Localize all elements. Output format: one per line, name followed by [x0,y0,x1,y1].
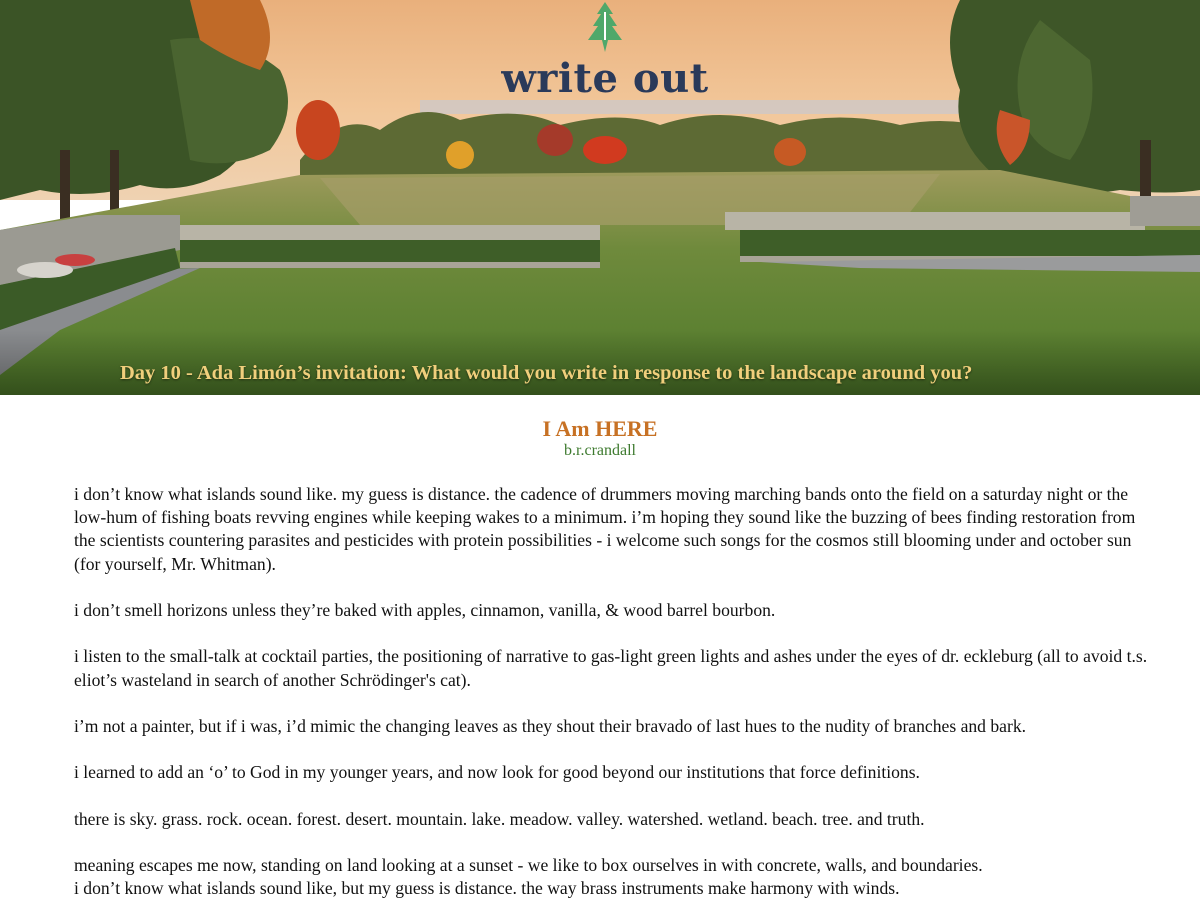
poem-stanza: there is sky. grass. rock. ocean. forest. desert. mountain. lake. meadow. valley. watershed. wetland. beach. tree. and truth. [74,808,925,829]
poem-line: meaning escapes me now, standing on land looking at a sunset - we like to box ourselves in with concrete, walls, and boundaries. [74,855,983,876]
landscape-banner [0,0,1200,395]
poem-closing-line: i don’t know what islands sound like, but my guess is distance. the way brass instruments make harmony with winds. [74,878,900,899]
poem-stanza: i don’t smell horizons unless they’re baked with apples, cinnamon, vanilla, & wood barrel bourbon. [74,600,776,620]
write-out-logo [500,0,710,110]
pine-tree-pencil-icon [583,0,627,54]
banner-caption: Day 10 - Ada Limón’s invitation: What would you write in response to the landscape around you? [120,362,973,384]
poem-stanza: i don’t know what islands sound like. my guess is distance. the cadence of drummers moving marching bands onto the field on a saturday night or the low-hum of fishing boats revving engines while keeping wakes to a minimum. i’m hoping they sound like the buzzing of bees finding restoration from the scientists countering parasites and pesticides with protein possibilities - i welcome such songs for the cosmos still blooming under and october sun (for yourself, Mr. Whitman). [74,484,1136,574]
poem-stanza: i listen to the small-talk at cocktail parties, the positioning of narrative to gas-light green lights and ashes under the eyes of dr. eckleburg (all to avoid t.s. eliot’s wasteland in search of another Schrödinger's cat). [74,646,1148,690]
poem-final-stanza [74,854,1149,900]
poem-title: I Am HERE [542,416,658,441]
poem-author: b.r.crandall [564,442,636,459]
poem-body [74,483,1149,901]
poem-stanza: i’m not a painter, but if i was, i’d mimic the changing leaves as they shout their bravado of last hues to the nudity of branches and bark. [74,715,1027,736]
logo-wordmark: write out [501,55,709,102]
poem-stanza: i learned to add an ‘o’ to God in my younger years, and now look for good beyond our institutions that force definitions. [74,762,920,783]
